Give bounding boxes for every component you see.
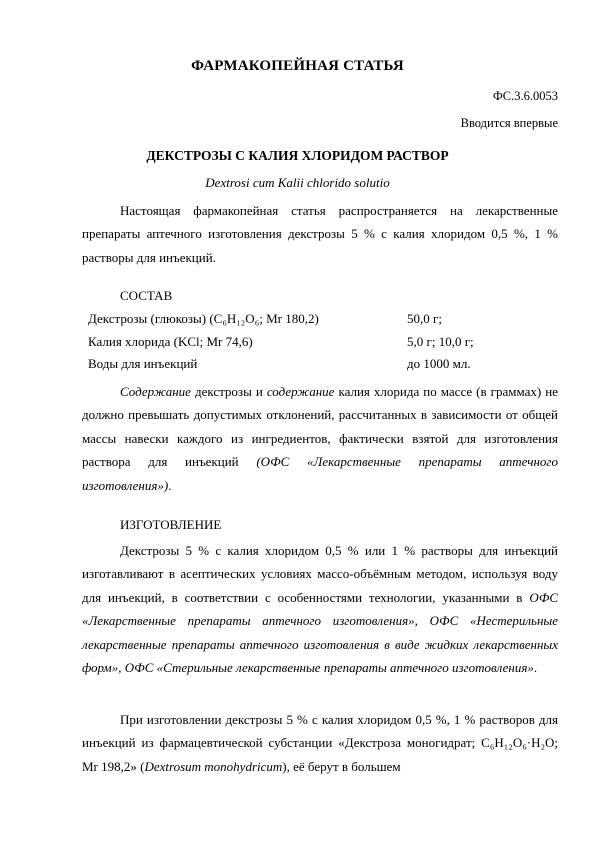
manufacture-paragraph-1 — [82, 539, 558, 679]
manufacture-end: . — [533, 660, 538, 676]
content-text: калия хлорида по массе (в граммах) не должно превышать допустимых отклонений, рассчитанных в зависимости от общей массы навески каждого из ингредиентов, фактически взятой для изготовления раствора для инъекций — [82, 384, 558, 470]
content-reference: (ОФС «Лекарственные препараты аптечного изготовления») — [82, 454, 558, 493]
latin-substance-name: Dextrosum monohydricum — [144, 758, 283, 774]
article-code: ФС.3.6.0053 — [492, 89, 558, 103]
composition-row-name: Калия хлорида (KCl; Mr 74,6) — [88, 334, 253, 349]
composition-row-name: Декстрозы (глюкозы) (C₆H₁₂O₆; Mr 180,2) — [88, 311, 319, 326]
scope-paragraph — [82, 199, 558, 269]
composition-heading: СОСТАВ — [120, 288, 173, 303]
manufacture-text: При изготовлении декстрозы 5 % с калия хлоридом 0,5 %, 1 % растворов для инъекций из фармацевтической субстанции «Декстроза моногидрат; C₆H₁₂O₆·H₂O; Mr 198,2» ( — [82, 712, 558, 774]
content-term: содержание — [266, 384, 335, 399]
composition-row-amount: 5,0 г; 10,0 г; — [407, 334, 474, 349]
composition-row-amount: до 1000 мл. — [407, 356, 471, 371]
manufacture-paragraph-2 — [82, 708, 558, 778]
manufacture-text: Декстрозы 5 % с калия хлоридом 0,5 % или 1 % растворы для инъекций изготавливают в асептических условиях массо-объёмным методом, используя воду для инъекций, в соответствии с особенностями технологии, указанными в — [82, 543, 558, 605]
monograph-title: ДЕКСТРОЗЫ С КАЛИЯ ХЛОРИДОМ РАСТВОР — [146, 148, 449, 163]
content-term: Содержание — [120, 384, 191, 399]
content-paragraph — [82, 380, 558, 497]
latin-title: Dextrosi cum Kalii chlorido solutio — [205, 175, 390, 190]
manufacture-reference: ОФС «Лекарственные препараты аптечного изготовления», ОФС «Нестерильные лекарственные препараты аптечного изготовления в виде жидких лекарственных форм», ОФС «Стерильные лекарственные препараты аптечного изготовления» — [82, 589, 558, 676]
intro-note: Вводится впервые — [460, 116, 558, 130]
document-type-title: ФАРМАКОПЕЙНАЯ СТАТЬЯ — [191, 58, 404, 74]
composition-row-amount: 50,0 г; — [407, 311, 442, 326]
composition-row-name: Воды для инъекций — [88, 356, 198, 371]
scope-text: Настоящая фармакопейная статья распространяется на лекарственные препараты аптечного изготовления декстрозы 5 % с калия хлоридом 0,5 %, 1 % растворы для инъекций. — [82, 203, 558, 265]
manufacture-heading: ИЗГОТОВЛЕНИЕ — [120, 517, 222, 532]
content-end: . — [168, 477, 172, 493]
content-text: декстрозы и — [190, 384, 267, 399]
manufacture-text-end: ), её берут в большем — [282, 758, 401, 774]
